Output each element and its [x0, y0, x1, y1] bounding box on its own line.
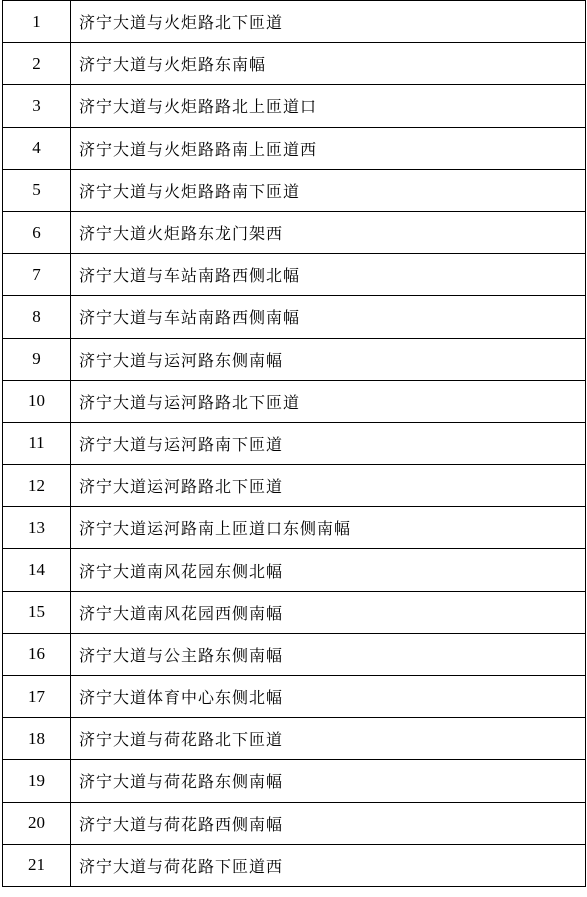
location-name: 济宁大道南风花园东侧北幅 [71, 549, 586, 591]
row-number: 1 [3, 1, 71, 43]
row-number: 4 [3, 127, 71, 169]
location-table-body [3, 1, 586, 887]
row-number: 10 [3, 380, 71, 422]
row-number: 8 [3, 296, 71, 338]
table-row [3, 676, 586, 718]
row-number: 7 [3, 254, 71, 296]
row-number: 5 [3, 169, 71, 211]
table-row [3, 296, 586, 338]
location-name: 济宁大道与运河路南下匝道 [71, 422, 586, 464]
row-number: 17 [3, 676, 71, 718]
table-row [3, 43, 586, 85]
location-name: 济宁大道与荷花路东侧南幅 [71, 760, 586, 802]
location-name: 济宁大道与火炬路东南幅 [71, 43, 586, 85]
table-row [3, 254, 586, 296]
location-name: 济宁大道与运河路东侧南幅 [71, 338, 586, 380]
location-name: 济宁大道与车站南路西侧南幅 [71, 296, 586, 338]
table-row [3, 127, 586, 169]
row-number: 21 [3, 844, 71, 886]
location-name: 济宁大道与火炬路路南上匝道西 [71, 127, 586, 169]
location-name: 济宁大道体育中心东侧北幅 [71, 676, 586, 718]
table-row [3, 169, 586, 211]
table-row [3, 591, 586, 633]
location-name: 济宁大道与荷花路北下匝道 [71, 718, 586, 760]
location-name: 济宁大道与荷花路下匝道西 [71, 844, 586, 886]
table-row [3, 718, 586, 760]
location-name: 济宁大道与火炬路路南下匝道 [71, 169, 586, 211]
table-row [3, 1, 586, 43]
table-row [3, 211, 586, 253]
row-number: 6 [3, 211, 71, 253]
table-row [3, 760, 586, 802]
table-row [3, 633, 586, 675]
row-number: 9 [3, 338, 71, 380]
row-number: 16 [3, 633, 71, 675]
row-number: 2 [3, 43, 71, 85]
table-row [3, 422, 586, 464]
row-number: 12 [3, 465, 71, 507]
row-number: 14 [3, 549, 71, 591]
row-number: 3 [3, 85, 71, 127]
location-name: 济宁大道与火炬路路北上匝道口 [71, 85, 586, 127]
location-table [2, 0, 586, 887]
table-row [3, 802, 586, 844]
location-name: 济宁大道与荷花路西侧南幅 [71, 802, 586, 844]
location-name: 济宁大道与火炬路北下匝道 [71, 1, 586, 43]
table-row [3, 85, 586, 127]
row-number: 13 [3, 507, 71, 549]
row-number: 20 [3, 802, 71, 844]
location-name: 济宁大道运河路南上匝道口东侧南幅 [71, 507, 586, 549]
location-name: 济宁大道与车站南路西侧北幅 [71, 254, 586, 296]
location-name: 济宁大道与公主路东侧南幅 [71, 633, 586, 675]
table-row [3, 338, 586, 380]
table-row [3, 507, 586, 549]
table-row [3, 549, 586, 591]
row-number: 15 [3, 591, 71, 633]
table-row [3, 844, 586, 886]
location-name: 济宁大道火炬路东龙门架西 [71, 211, 586, 253]
location-name: 济宁大道运河路路北下匝道 [71, 465, 586, 507]
row-number: 11 [3, 422, 71, 464]
table-row [3, 465, 586, 507]
row-number: 19 [3, 760, 71, 802]
location-name: 济宁大道与运河路路北下匝道 [71, 380, 586, 422]
table-row [3, 380, 586, 422]
row-number: 18 [3, 718, 71, 760]
location-name: 济宁大道南风花园西侧南幅 [71, 591, 586, 633]
